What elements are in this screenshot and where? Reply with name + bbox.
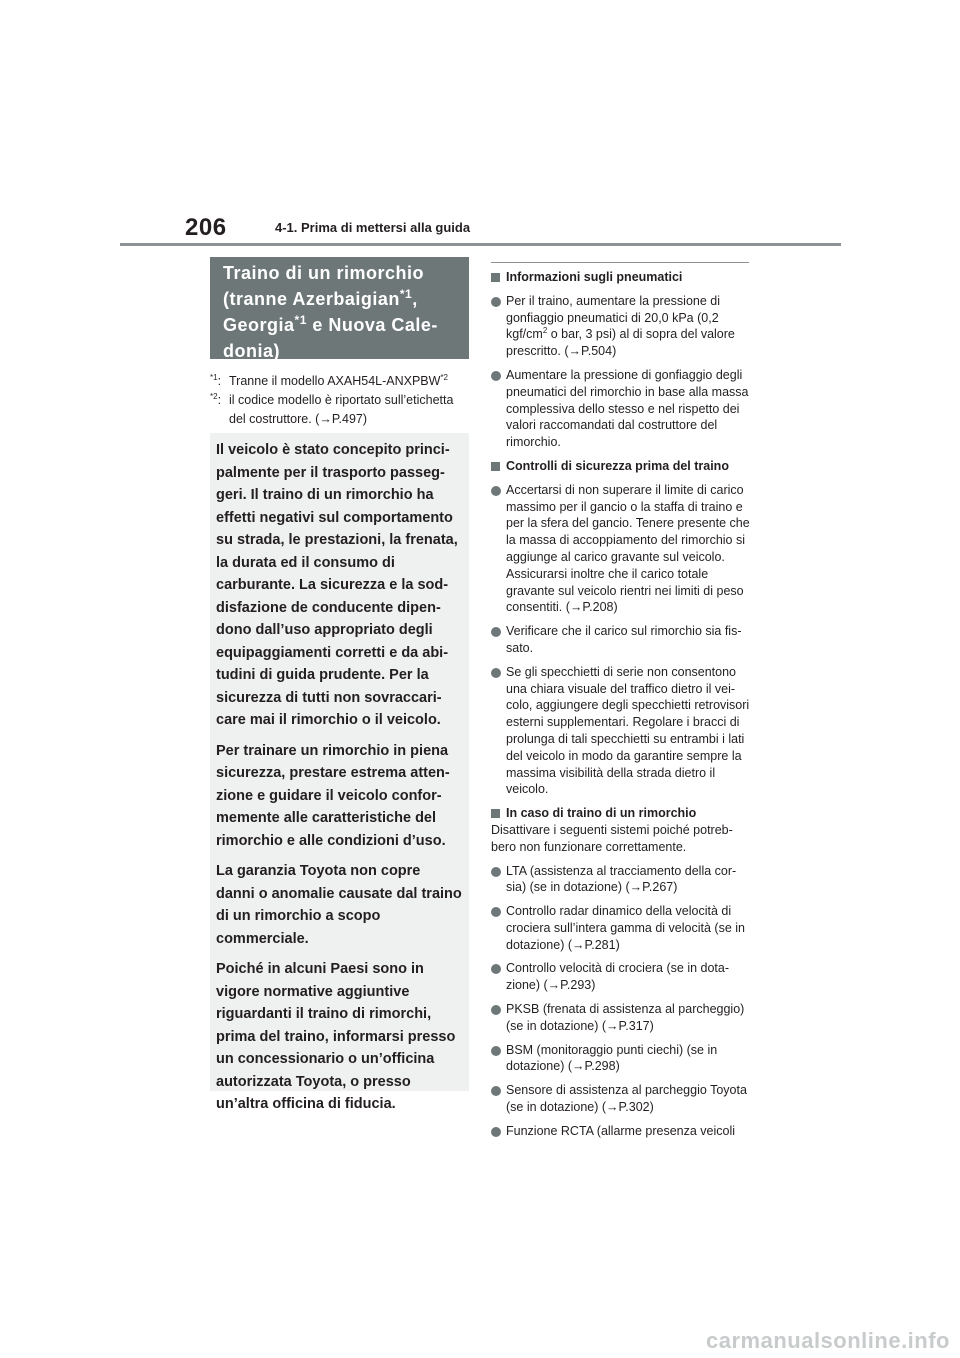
- list-item: Funzione RCTA (allarme presenza veicoli: [491, 1123, 752, 1140]
- title-line-1: Traino di un rimorchio: [223, 263, 425, 283]
- circle-bullet-icon: [491, 1127, 501, 1137]
- circle-bullet-icon: [491, 1086, 501, 1096]
- footnote-mark: $^{*1}$:: [210, 373, 222, 388]
- footnote-ref: *1: [294, 313, 307, 327]
- circle-bullet-icon: [491, 907, 501, 917]
- intro-paragraph: Il veicolo è stato concepito principalmente per il trasporto passeggeri. Il traino di un rimorchio ha effetti negativi sul comportamento su strada, le prestazioni, la frenata, la durata ed il consumo di carburante. La sicurezza e la soddisfazione de conducente dipendono dall’uso appropriato degli equipaggiamenti corretti e da abitudini di guida prudente. Per la sicurezza di tutti non sovraccaricare mai il rimorchio o il veicolo.: [216, 442, 458, 728]
- footnote-text: il codice modello è riportato sull’etichetta del costruttore. (→P.497): [229, 393, 454, 426]
- section-title: 4-1. Prima di mettersi alla guida: [275, 220, 471, 235]
- subheading-safety-checks: Controlli di sicurezza prima del traino: [491, 458, 752, 475]
- circle-bullet-icon: [491, 486, 501, 496]
- right-column: [491, 262, 752, 1147]
- title-line-2: [223, 286, 459, 312]
- list-item: Accertarsi di non superare il limite di carico massimo per il gancio o la staffa di traino e per la sfera del gancio. Tenere presente che la massa di accoppiamento del rimorchio si aggiunge al carico gravante sul veicolo. Assicurarsi inoltre che il carico totale gravante sul veicolo rientri nei limiti di peso consentiti. (→P.208): [491, 482, 752, 616]
- list-item: Controllo radar dinamico della velocità di crociera sull’intera gamma di velocità (se in dotazione) (→P.281): [491, 903, 752, 953]
- footnote-ref: *1: [399, 287, 413, 301]
- paragraph: Disattivare i seguenti sistemi poiché potrebbero non funzionare correttamente.: [491, 822, 733, 854]
- title-text: e Nuova Cale-: [306, 315, 438, 335]
- square-bullet-icon: [491, 809, 500, 818]
- list-item: Controllo velocità di crociera (se in dotazione) (→P.293): [491, 960, 752, 994]
- footnotes: [210, 372, 470, 429]
- circle-bullet-icon: [491, 1005, 501, 1015]
- watermark: carmanualsonline.info: [706, 1328, 950, 1353]
- circle-bullet-icon: [491, 627, 501, 637]
- subheading-tyres: Informazioni sugli pneumatici: [491, 269, 752, 286]
- circle-bullet-icon: [491, 668, 501, 678]
- title-text: (tranne Azerbaigian: [223, 289, 400, 309]
- list-item: Verificare che il carico sul rimorchio sia fissato.: [491, 623, 752, 657]
- footnote-mark: $^{*2}$:: [210, 392, 222, 407]
- chapter-title-box: [210, 257, 469, 359]
- column-rule: [491, 262, 749, 263]
- title-text: ,: [412, 289, 418, 309]
- title-line-4: donia): [223, 341, 280, 361]
- circle-bullet-icon: [491, 371, 501, 381]
- page-number: 206: [185, 214, 227, 241]
- intro-paragraph: Per trainare un rimorchio in piena sicurezza, prestare estrema attenzione e guidare il veicolo conformemente alle caratteristiche del rimorchio e alle condizioni d’uso.: [216, 742, 450, 849]
- circle-bullet-icon: [491, 867, 501, 877]
- list-item: PKSB (frenata di assistenza al parcheggio) (se in dotazione) (→P.317): [491, 1001, 752, 1035]
- title-text: Georgia: [223, 315, 295, 335]
- circle-bullet-icon: [491, 297, 501, 307]
- intro-box: [210, 433, 469, 1112]
- footnote-1: [210, 372, 470, 391]
- list-item: Sensore di assistenza al parcheggio Toyota (se in dotazione) (→P.302): [491, 1082, 752, 1116]
- intro-paragraph: La garanzia Toyota non copre danni o anomalie causate dal traino di un rimorchio a scopo commerciale.: [216, 863, 462, 947]
- list-item: Se gli specchietti di serie non consentono una chiara visuale del traffico dietro il veicolo, aggiungere degli specchietti retrovisori esterni supplementari. Regolare i bracci di prolunga di tali specchietti su entrambi i lati del veicolo in modo da garantire sempre la massima visibilità della strada dietro il veicolo.: [491, 664, 752, 798]
- intro-paragraph: Poiché in alcuni Paesi sono in vigore normative aggiuntive riguardanti il traino di rimorchi, prima del traino, informarsi presso un concessionario o un’officina autorizzata Toyota, o presso un’altra officina di fiducia.: [216, 961, 456, 1112]
- circle-bullet-icon: [491, 964, 501, 974]
- list-item: Aumentare la pressione di gonfiaggio degli pneumatici del rimorchio in base alla massa complessiva dello stesso e nel rispetto dei valori raccomandati dal costruttore del rimorchio.: [491, 367, 752, 451]
- list-item: BSM (monitoraggio punti ciechi) (se in dotazione) (→P.298): [491, 1042, 752, 1076]
- list-item: LTA (assistenza al tracciamento della corsia) (se in dotazione) (→P.267): [491, 863, 752, 897]
- header-rule: [120, 243, 841, 246]
- list-item: Per il traino, aumentare la pressione di gonfiaggio pneumatici di 20,0 kPa (0,2 kgf/$cm^2$ o bar, 3 psi) al di sopra del valore prescritto. (→P.504): [491, 293, 752, 360]
- subheading-towing: In caso di traino di un rimorchio: [491, 805, 752, 822]
- square-bullet-icon: [491, 462, 500, 471]
- footnote-text: Tranne il modello AXAH54L-ANXPBW$^{*2}$: [229, 373, 448, 388]
- title-line-3: [223, 312, 459, 338]
- circle-bullet-icon: [491, 1046, 501, 1056]
- footnote-2: [210, 391, 470, 429]
- square-bullet-icon: [491, 273, 500, 282]
